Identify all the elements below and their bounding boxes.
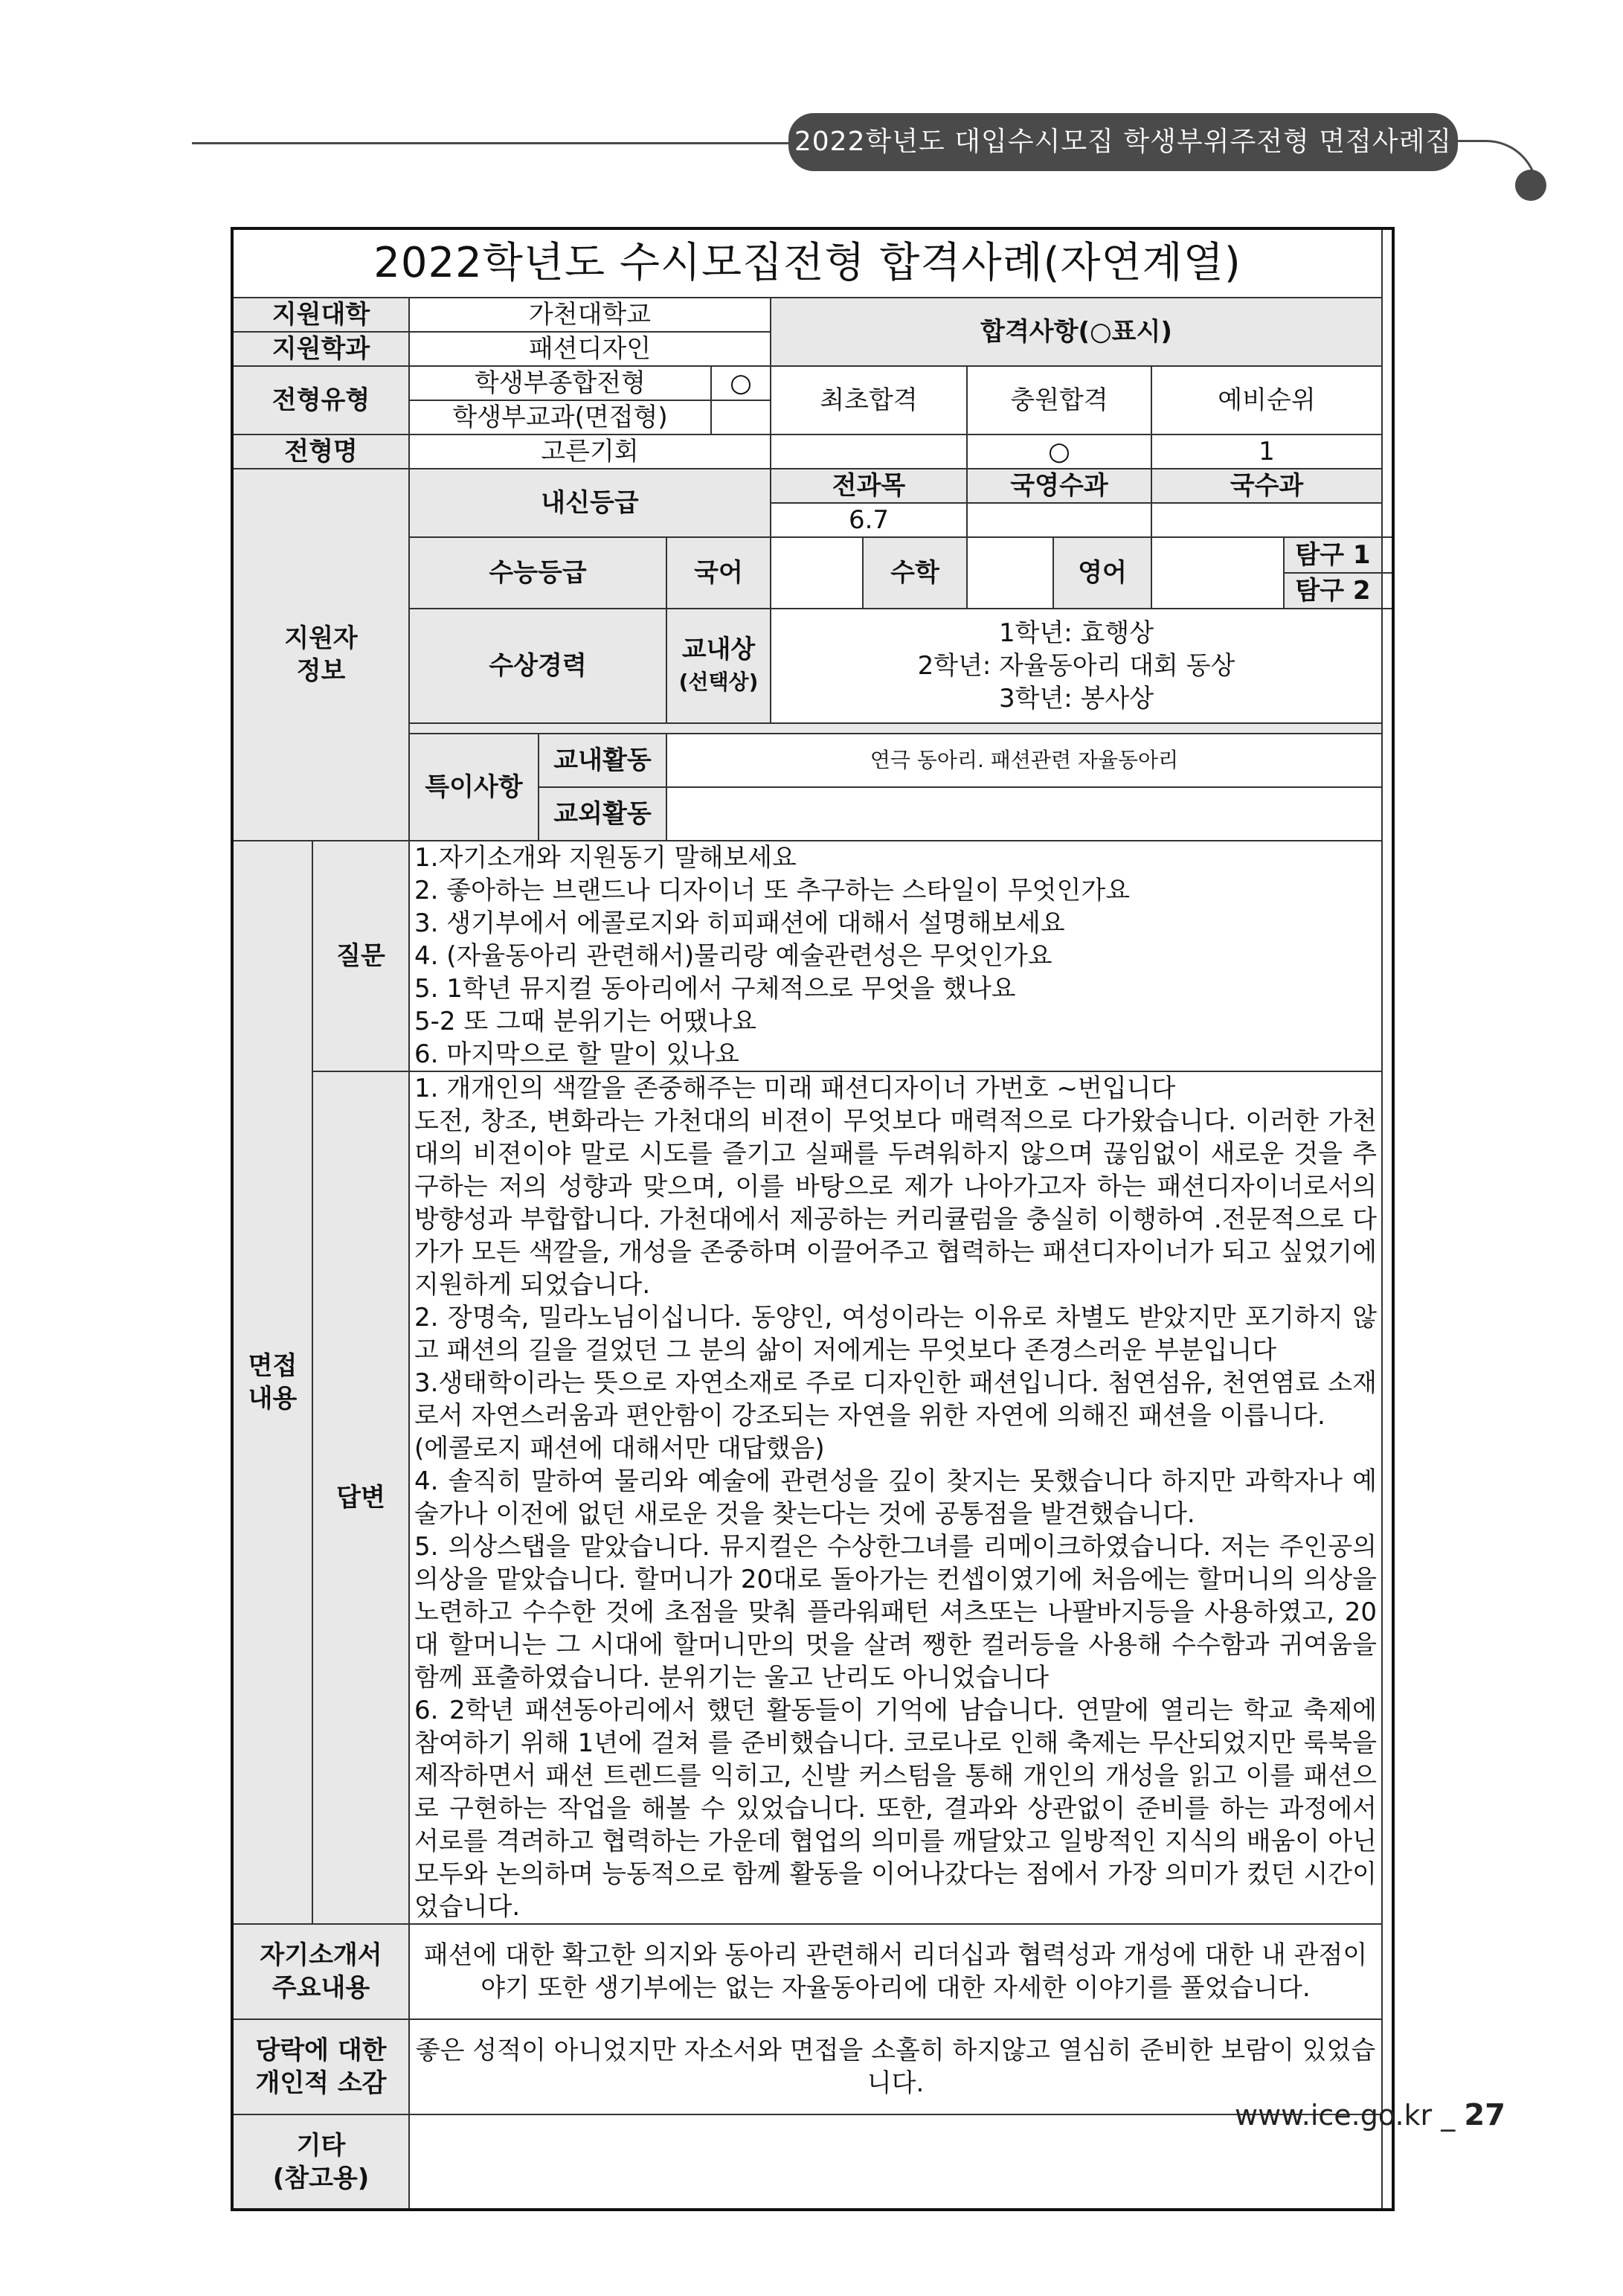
- answer-item: 4. 솔직히 말하여 물리와 예술에 관련성을 깊이 찾지는 못했습니다 하지만 과학자나 예술가나 이전에 없던 새로운 것을 찾는다는 것에 공통점을 발견했습니다.: [414, 1466, 1377, 1529]
- result-val-initial: [771, 434, 967, 469]
- university-label: 지원대학: [232, 298, 409, 332]
- csat-english-value: [1151, 537, 1284, 609]
- applicant-info-line1: 지원자: [284, 623, 358, 653]
- csat-english-label: 영어: [1053, 537, 1151, 609]
- header-line: [192, 142, 794, 144]
- applicant-info-label: [232, 469, 409, 841]
- opinion-label-line1: 당락에 대한: [255, 2036, 387, 2065]
- grade-val-kms: [1151, 503, 1382, 537]
- department-label: 지원학과: [232, 332, 409, 366]
- etc-label: [232, 2114, 409, 2210]
- grade-val-all: 6.7: [771, 503, 967, 537]
- admission-type-2-mark: [711, 400, 771, 434]
- out-school-activity-label: 교외활동: [539, 787, 666, 841]
- grade-val-kems: [967, 503, 1151, 537]
- admission-type-1-mark: ○: [711, 366, 771, 400]
- page-number: 27: [1464, 2098, 1505, 2132]
- page-footer: [1235, 2098, 1505, 2132]
- grade-col-kms: 국수과: [1151, 469, 1382, 503]
- result-opinion-text: 좋은 성적이 아니었지만 자소서와 면접을 소홀히 하지않고 열심히 준비한 보람이 있었습니다.: [409, 2019, 1382, 2114]
- award-item: 3학년: 봉사상: [998, 684, 1154, 714]
- question-item: 6. 마지막으로 할 말이 있나요: [414, 1039, 739, 1069]
- csat-korean-value: [771, 537, 863, 609]
- answer-item: 2. 장명숙, 밀라노님이십니다. 동양인, 여성이라는 이유로 차별도 받았지만 포기하지 않고 패션의 길을 걸었던 그 분의 삶이 저에게는 무엇보다 존경스러운 부분입니다: [414, 1303, 1377, 1365]
- essay-label-line2: 주요내용: [271, 1973, 370, 2003]
- form-title: 2022학년도 수시모집전형 합격사례(자연계열): [232, 228, 1382, 298]
- award-type-label: [666, 609, 771, 723]
- result-val-waitlist: 1: [1151, 434, 1382, 469]
- result-col-initial: 최초합격: [771, 366, 967, 434]
- awards-label: 수상경력: [409, 609, 666, 723]
- question-item: 4. (자율동아리 관련해서)물리랑 예술관련성은 무엇인가요: [414, 941, 1052, 971]
- opinion-label-line2: 개인적 소감: [255, 2068, 387, 2098]
- etc-label-line1: 기타: [296, 2130, 346, 2161]
- essay-label-line1: 자기소개서: [260, 1940, 382, 1970]
- question-item: 5. 1학년 뮤지컬 동아리에서 구체적으로 무엇을 했나요: [414, 974, 1016, 1004]
- csat-math-value: [967, 537, 1053, 609]
- admission-name-label: 전형명: [232, 434, 409, 469]
- etc-label-line2: (참고용): [272, 2163, 370, 2193]
- applicant-info-line2: 정보: [296, 656, 346, 686]
- answer-label: 답변: [312, 1071, 409, 1924]
- result-col-additional: 충원합격: [967, 366, 1151, 434]
- header-dot: [1515, 170, 1546, 201]
- interview-label-line2: 내용: [248, 1384, 298, 1414]
- essay-summary-label: [232, 1924, 409, 2019]
- university-value: 가천대학교: [409, 298, 771, 332]
- admission-type-label: 전형유형: [232, 366, 409, 434]
- question-item: 1.자기소개와 지원동기 말해보세요: [414, 843, 797, 873]
- admission-case-table: [231, 227, 1395, 2211]
- result-col-waitlist: 예비순위: [1151, 366, 1382, 434]
- out-school-activity-value: [666, 787, 1382, 841]
- department-value: 패션디자인: [409, 332, 771, 366]
- admission-name-value: 고른기회: [409, 434, 771, 469]
- answer-item: (에콜로지 패션에 대해서만 대답했음): [414, 1434, 825, 1463]
- header-banner: 2022학년도 대입수시모집 학생부위주전형 면접사례집: [788, 113, 1458, 171]
- result-val-additional: ○: [967, 434, 1151, 469]
- question-item: 5-2 또 그때 분위기는 어땠나요: [414, 1007, 757, 1036]
- spacer-cell: [409, 723, 1382, 734]
- result-header: 합격사항(○표시): [771, 298, 1382, 366]
- answers-list: [409, 1071, 1382, 1924]
- interview-content-label: [232, 841, 312, 1924]
- footer-site: www.ice.go.kr _: [1235, 2099, 1465, 2132]
- admission-type-2: 학생부교과(면접형): [409, 400, 711, 434]
- csat-korean-label: 국어: [666, 537, 771, 609]
- csat-inquiry2-value: [1382, 573, 1393, 609]
- question-item: 2. 좋아하는 브랜드나 디자이너 또 추구하는 스타일이 무엇인가요: [414, 876, 1131, 905]
- school-grade-label: 내신등급: [409, 469, 771, 537]
- answer-item: 3.생태학이라는 뜻으로 자연소재로 주로 디자인한 패션입니다. 첨연섬유, 천연염료 소재 로서 자연스러움과 편안함이 강조되는 자연을 위한 자연에 의해진 패션을 이릅니다.: [414, 1368, 1377, 1431]
- csat-grade-label: 수능등급: [409, 537, 666, 609]
- grade-col-all: 전과목: [771, 469, 967, 503]
- awards-list: [771, 609, 1382, 723]
- answer-item: 5. 의상스탭을 맡았습니다. 뮤지컬은 수상한그녀를 리메이크하였습니다. 저는 주인공의 의상을 맡았습니다. 할머니가 20대로 돌아가는 컨셉이였기에 처음에는 할머니의 의상을 노련하고 수수한 것에 초점을 맞춰 플라워패턴 셔츠또는 나팔바지등을 사용하였고, 20대 할머니는 그 시대에 할머니만의 멋을 살려 쨍한 컬러등을 사용해 수수함과 귀여움을 함께 표출하였습니다. 분위기는 울고 난리도 아니었습니다: [414, 1532, 1377, 1693]
- csat-inquiry1-label: 탐구 1: [1284, 537, 1382, 573]
- in-school-activity-value: 연극 동아리. 패션관련 자율동아리: [666, 734, 1382, 787]
- special-notes-label: 특이사항: [409, 734, 539, 841]
- answer-item: 1. 개개인의 색깔을 존중해주는 미래 패션디자이너 가번호 ~번입니다: [414, 1074, 1176, 1103]
- award-type-line2: (선택상): [678, 670, 759, 694]
- award-type-line1: 교내상: [681, 635, 756, 664]
- questions-list: [409, 841, 1382, 1071]
- in-school-activity-label: 교내활동: [539, 734, 666, 787]
- essay-summary-text: 패션에 대한 확고한 의지와 동아리 관련해서 리더십과 협력성과 개성에 대한 내 관점이야기 또한 생기부에는 없는 자율동아리에 대한 자세한 이야기를 풀었습니다.: [409, 1924, 1382, 2019]
- result-opinion-label: [232, 2019, 409, 2114]
- csat-inquiry2-label: 탐구 2: [1284, 573, 1382, 609]
- question-item: 3. 생기부에서 에콜로지와 히피패션에 대해서 설명해보세요: [414, 908, 1065, 938]
- answer-item: 도전, 창조, 변화라는 가천대의 비젼이 무엇보다 매력적으로 다가왔습니다. 이러한 가천대의 비젼이야 말로 시도를 즐기고 실패를 두려워하지 않으며 끊임없이 새로운 것을 추구하는 저의 성향과 맞으며, 이를 바탕으로 제가 나아가고자 하는 패션디자이너로서의 방향성과 부합합니다. 가천대에서 제공하는 커리큘럼을 충실히 이행하여 .전문적으로 다가가 모든 색깔을, 개성을 존중하며 이끌어주고 협력하는 패션디자이너가 되고 싶었기에 지원하게 되었습니다.: [414, 1106, 1377, 1300]
- answer-item: 6. 2학년 패션동아리에서 했던 활동들이 기억에 남습니다. 연말에 열리는 학교 축제에 참여하기 위해 1년에 걸쳐 를 준비했습니다. 코로나로 인해 축제는 무산되었지만 룩북을 제작하면서 패션 트렌드를 익히고, 신발 커스텀을 통해 개인의 개성을 읽고 이를 패션으로 구현하는 작업을 해볼 수 있었습니다. 또한, 결과와 상관없이 준비를 하는 과정에서 서로를 격려하고 협력하는 가운데 협업의 의미를 깨달았고 일방적인 지식의 배움이 아닌 모두와 논의하며 능동적으로 함께 활동을 이어나갔다는 점에서 가장 의미가 컸던 시간이었습니다.: [414, 1696, 1377, 1922]
- csat-math-label: 수학: [863, 537, 967, 609]
- admission-type-1: 학생부종합전형: [409, 366, 711, 400]
- question-label: 질문: [312, 841, 409, 1071]
- award-item: 2학년: 자율동아리 대회 동상: [917, 651, 1235, 681]
- grade-col-kems: 국영수과: [967, 469, 1151, 503]
- award-item: 1학년: 효행상: [998, 618, 1154, 648]
- interview-label-line1: 면접: [248, 1351, 298, 1381]
- csat-inquiry1-value: [1382, 537, 1393, 573]
